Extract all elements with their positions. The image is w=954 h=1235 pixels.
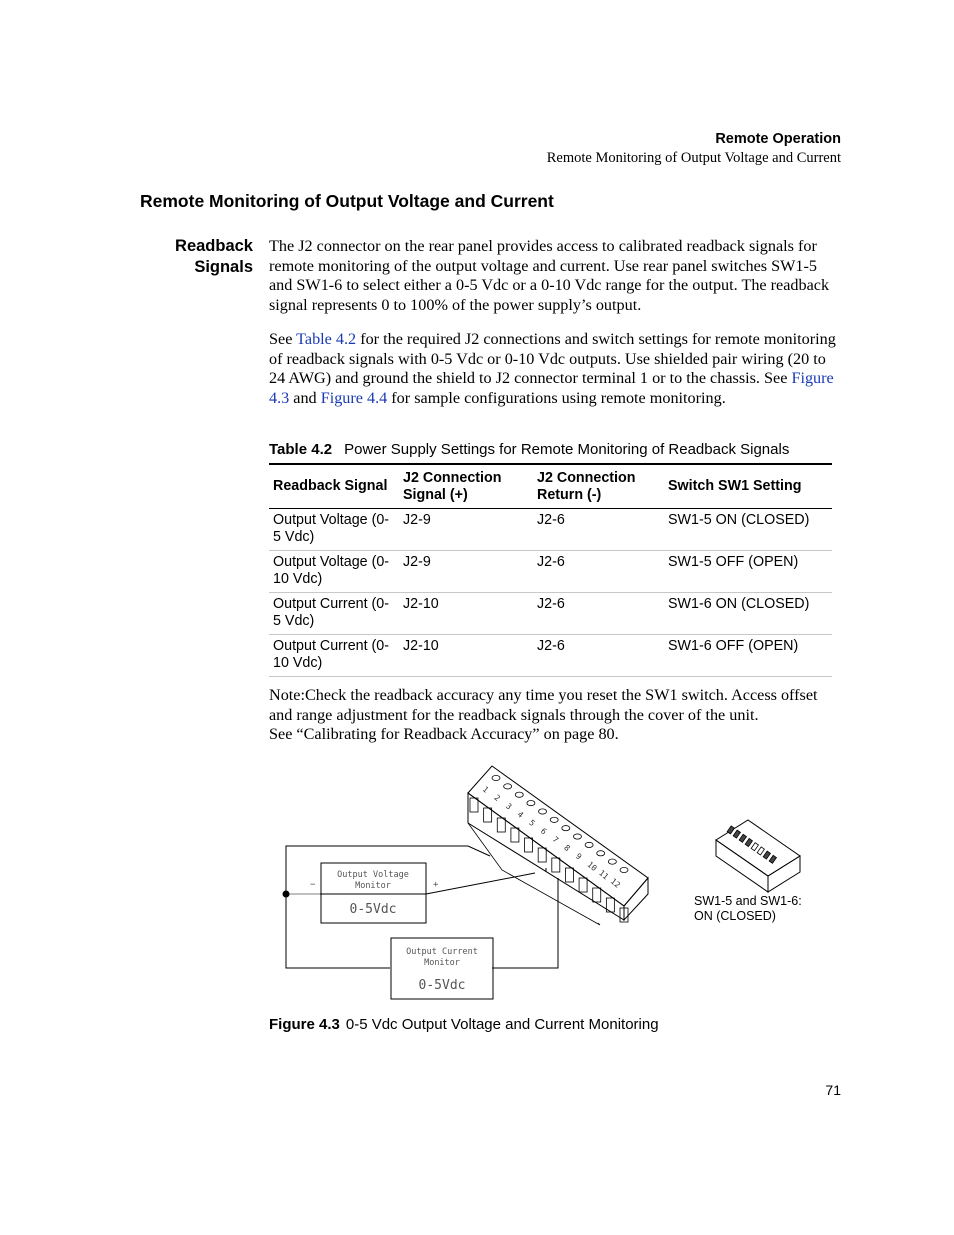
dip-switch-key: [751, 843, 758, 851]
table-cell: SW1-6 OFF (OPEN): [664, 635, 832, 677]
table-cell: J2-10: [399, 635, 533, 677]
side-heading-line1: Readback: [175, 237, 253, 255]
table-cell: J2-6: [533, 509, 664, 551]
connector-pin-label: 11: [597, 868, 611, 882]
note: [269, 686, 844, 745]
terminal-slot: [525, 838, 533, 852]
dip-switch-key: [745, 838, 752, 846]
figure-4-4-link[interactable]: Figure 4.4: [320, 388, 388, 407]
current-monitor-label: Output Current: [406, 947, 478, 957]
note-crossref: See “Calibrating for Readback Accuracy” on page 80.: [269, 725, 619, 744]
dip-switch-key: [733, 830, 740, 838]
dip-switch-key: [769, 855, 776, 863]
table-cell: J2-9: [399, 551, 533, 593]
figure-4-3-link[interactable]: Figure 4.3: [269, 369, 834, 407]
figure-caption-label: Figure 4.3: [269, 1016, 340, 1033]
wiring-diagram: [270, 760, 810, 1005]
terminal-screw: [550, 817, 558, 822]
readback-settings-table: [269, 463, 832, 677]
current-monitor-range: 0-5Vdc: [418, 978, 466, 993]
connector-pin-label: 7: [550, 834, 561, 845]
table-cell: Output Voltage (0-10 Vdc): [269, 551, 399, 593]
terminal-slot: [484, 808, 492, 822]
voltage-plus-wire: [426, 873, 535, 894]
connector-pin-label: 1: [480, 784, 491, 795]
terminal-screw: [620, 867, 628, 872]
table-cell: J2-6: [533, 635, 664, 677]
paragraph-text: See: [269, 330, 297, 348]
terminal-slot: [593, 888, 601, 902]
terminal-screw: [539, 809, 547, 814]
voltage-monitor-label: Output Voltage: [337, 870, 409, 880]
table-caption: [269, 441, 789, 458]
table-cell: Output Current (0-5 Vdc): [269, 593, 399, 635]
header-switch-setting: Switch SW1 Setting: [664, 464, 832, 509]
connector-pin-label: 9: [573, 851, 584, 862]
switch-setting-line2: ON (CLOSED): [694, 908, 776, 923]
terminal-screw: [562, 826, 570, 831]
table-cell: J2-10: [399, 593, 533, 635]
terminal-slot: [579, 878, 587, 892]
switch-setting-label: [694, 894, 802, 923]
paragraph-text: for sample configurations using remote monitoring.: [387, 388, 726, 407]
terminal-screw: [527, 800, 535, 805]
current-signal-wire: [492, 878, 558, 968]
connector-pin-label: 12: [608, 876, 622, 890]
table-caption-text: Power Supply Settings for Remote Monitoring of Readback Signals: [344, 441, 790, 458]
terminal-slot: [497, 818, 505, 832]
figure-caption: [269, 1016, 659, 1033]
header-j2-return: J2 Connection Return (-): [533, 464, 664, 509]
connector-pin-label: 3: [503, 801, 514, 812]
running-header-chapter: Remote Operation: [715, 131, 841, 147]
terminal-screw: [585, 842, 593, 847]
connector-pin-label: 10: [585, 859, 599, 874]
dip-switch-key: [727, 826, 734, 834]
table-cell: SW1-5 OFF (OPEN): [664, 551, 832, 593]
connector-pin-label: 6: [538, 826, 549, 837]
table-row: [269, 509, 832, 551]
running-header-section: Remote Monitoring of Output Voltage and Current: [546, 150, 841, 166]
table-cell: SW1-6 ON (CLOSED): [664, 593, 832, 635]
header-readback-signal: Readback Signal: [269, 464, 399, 509]
dip-switch-key: [739, 834, 746, 842]
table-row: [269, 635, 832, 677]
table-row: [269, 593, 832, 635]
dip-switch-top: [716, 820, 800, 876]
connector-pin-label: 5: [527, 818, 537, 829]
header-j2-signal: J2 Connection Signal (+): [399, 464, 533, 509]
page-number: 71: [825, 1082, 841, 1098]
terminal-screw: [515, 792, 523, 797]
terminal-screw: [597, 851, 605, 856]
paragraph-text: and: [289, 388, 321, 407]
switch-setting-line1: SW1-5 and SW1-6:: [694, 894, 802, 908]
voltage-monitor-sub: Monitor: [355, 881, 391, 891]
voltage-plus-symbol: +: [433, 880, 439, 890]
dip-switch-key: [757, 847, 764, 855]
table-4-2-link[interactable]: Table 4.2: [296, 330, 357, 348]
table-caption-label: Table 4.2: [269, 441, 333, 458]
connector-pin-label: 2: [492, 793, 502, 803]
note-text: Note:Check the readback accuracy any time you reset the SW1 switch. Access offset and range adjustment for the readback signals through the cover of the unit.: [269, 686, 818, 724]
table-cell: Output Current (0-10 Vdc): [269, 635, 399, 677]
paragraph-connections: [269, 330, 844, 408]
terminal-screw: [492, 775, 500, 780]
terminal-screw: [504, 784, 512, 789]
paragraph-readback-intro: The J2 connector on the rear panel provides access to calibrated readback signals for remote monitoring of the output voltage and current. Use rear panel switches SW1-5 and SW1-6 to select either a 0-5 Vdc or a 0-10 Vdc range for the output. The readback signal represents 0 to 100% of the power supply’s output.: [269, 237, 830, 314]
terminal-slot: [565, 868, 573, 882]
connector-pin-label: 4: [515, 809, 526, 820]
paragraph-text: for the required J2 connections and switch settings for remote monitoring of readback signals with 0-5 Vdc or 0-10 Vdc outputs. Use shielded pair wiring (20 to 24 AWG) and ground the shield to J2 connector terminal 1 or to the chassis. See: [269, 330, 836, 388]
current-monitor-sub: Monitor: [424, 958, 460, 968]
ground-junction: [283, 891, 290, 898]
terminal-slot: [511, 828, 519, 842]
table-cell: J2-6: [533, 551, 664, 593]
voltage-monitor-range: 0-5Vdc: [349, 902, 397, 917]
side-heading: [140, 236, 253, 278]
dip-switch-key: [763, 851, 770, 859]
section-title: Remote Monitoring of Output Voltage and Current: [140, 191, 554, 211]
table-cell: J2-9: [399, 509, 533, 551]
table-cell: J2-6: [533, 593, 664, 635]
table-cell: SW1-5 ON (CLOSED): [664, 509, 832, 551]
connector-pin-label: 8: [562, 843, 572, 854]
table-cell: Output Voltage (0-5 Vdc): [269, 509, 399, 551]
terminal-slot: [538, 848, 546, 862]
side-heading-line2: Signals: [194, 258, 253, 276]
connector-end-face: [624, 878, 648, 920]
terminal-screw: [608, 859, 616, 864]
table-header-row: [269, 464, 832, 509]
terminal-slot: [470, 798, 478, 812]
terminal-screw: [573, 834, 581, 839]
terminal-slot: [552, 858, 560, 872]
voltage-minus-symbol: −: [310, 880, 316, 890]
table-row: [269, 551, 832, 593]
figure-caption-text: 0-5 Vdc Output Voltage and Current Monitoring: [345, 1016, 659, 1033]
